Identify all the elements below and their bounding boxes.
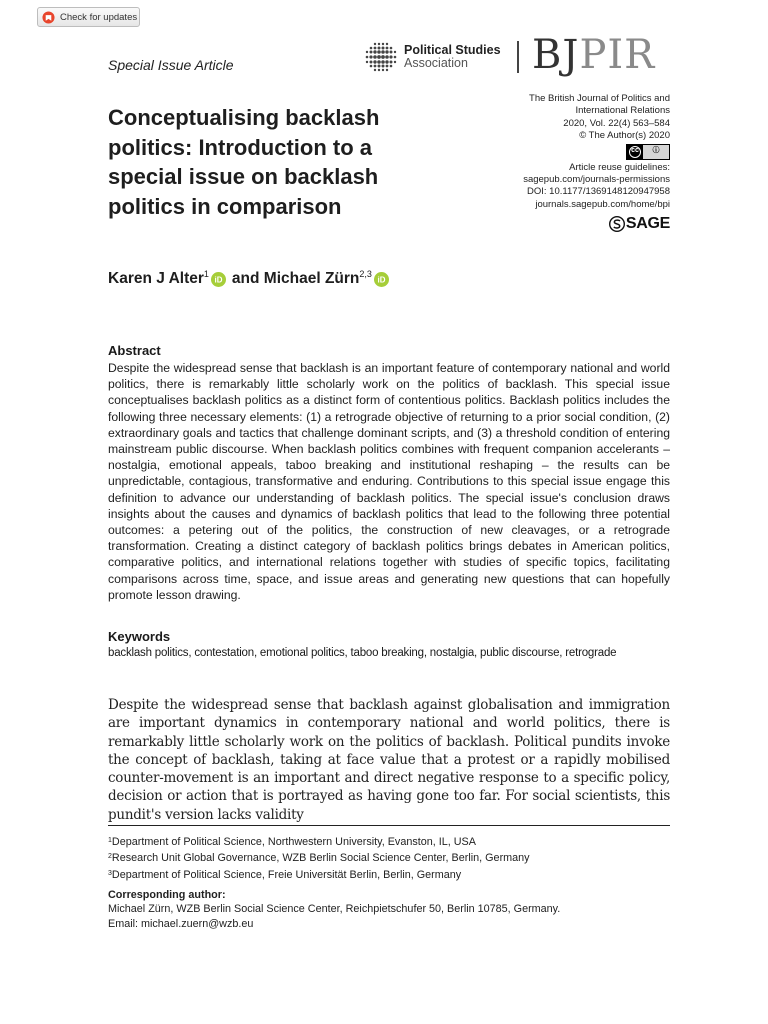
svg-text:iD: iD — [377, 275, 386, 284]
doi[interactable]: DOI: 10.1177/1369148120947958 — [527, 186, 670, 198]
footnote-rule — [108, 825, 670, 826]
journal-name-line2: International Relations — [575, 105, 670, 117]
keywords-heading: Keywords — [108, 629, 171, 644]
author-list — [108, 270, 395, 288]
check-for-updates-badge[interactable] — [37, 7, 140, 27]
author-2-name[interactable]: Michael Zürn — [263, 270, 360, 287]
psa-dots-icon — [364, 41, 398, 73]
sage-logo — [609, 215, 670, 233]
author-conjunction: and — [231, 270, 260, 287]
corresponding-author — [108, 888, 560, 931]
affiliation-2: $^2$Research Unit Global Governance, WZB Berlin Social Science Center, Berlin, Germany — [108, 852, 530, 865]
sage-s-icon — [609, 216, 625, 232]
journal-logo-pir: PIR — [579, 32, 656, 78]
affiliations — [108, 835, 530, 884]
journal-name-line1: The British Journal of Politics and — [529, 93, 670, 104]
cc-license-icon[interactable]: cc ⓘ — [626, 144, 670, 160]
abstract-text: Despite the widespread sense that backlash is an important feature of contemporary national and world politics, there is remarkably little scholarly work on the politics of backlash. This special issue conceptualises backlash politics as a distinct form of contentious politics. Backlash politics includes the following three necessary elements: (1) a retrograde objective of returning to a prior social condition, (2) extraordinary goals and tactics that challenge dominant scripts, and (3) a threshold condition of entering mainstream public discourse. When backlash politics combines with frequent companion accelerants – nostalgia, emotional appeals, taboo breaking and institutional reshaping – the results can be unpredictable, contagious, transformative and enduring. Contributions to this special issue engage this definition to advance our understanding of backlash politics. The special issue's conclusion draws insights about the causes and dynamics of backlash politics that lead to the following three potential outcomes: a petering out of the politics, the construction of new cleavages, or a retrograde transformation. Creating a distinct category of backlash politics brings debates in American politics, comparative politics, and international relations together with studies of specific topics, facilitating comparisons across time, space, and issue areas and generating new questions that can hopefully promote lesson drawing. — [108, 361, 670, 602]
journal-info — [450, 93, 670, 211]
journal-volume: 2020, Vol. 22(4) 563–584 — [563, 117, 670, 129]
author-2-affil: 2,3 — [359, 269, 372, 279]
author-1-affil: 1 — [203, 269, 209, 279]
affiliation-3: $^3$Department of Political Science, Freie Universität Berlin, Berlin, Germany — [108, 868, 462, 881]
header-divider — [517, 41, 519, 73]
orcid-icon[interactable] — [211, 272, 226, 287]
check-for-updates-label: Check for updates — [60, 11, 138, 23]
article-type: Special Issue Article — [108, 57, 234, 73]
journal-home-link[interactable]: journals.sagepub.com/home/bpi — [535, 198, 670, 210]
svg-text:iD: iD — [214, 275, 223, 284]
psa-logo — [364, 41, 501, 73]
journal-logo — [532, 31, 655, 79]
orcid-icon[interactable] — [374, 272, 389, 287]
author-1-name[interactable]: Karen J Alter — [108, 270, 204, 287]
corresponding-label: Corresponding author: — [108, 889, 226, 901]
affiliation-1: $^1$Department of Political Science, Northwestern University, Evanston, IL, USA — [108, 836, 476, 848]
corresponding-email[interactable]: Email: michael.zuern@wzb.eu — [108, 917, 254, 930]
keywords-text: backlash politics, contestation, emotional politics, taboo breaking, nostalgia, public discourse, retrograde — [108, 647, 617, 659]
body-paragraph: Despite the widespread sense that backlash against globalisation and immigration are important dynamics in contemporary national and world politics, there is remarkably little scholarly work on the politics of backlash. Political pundits invoke the concept of backlash, taking at face value that a protest or a rapidly mobilised counter-movement is an important and direct negative response to a specific policy, decision or action that is portrayed as having gone too far. For social scientists, this pundit's version lacks validity — [108, 697, 670, 823]
psa-name-line2: Association — [404, 56, 468, 70]
article-title: Conceptualising backlash politics: Introduction to a special issue on backlash politics in comparison — [108, 105, 380, 219]
reuse-label: Article reuse guidelines: — [569, 161, 670, 173]
corresponding-address: Michael Zürn, WZB Berlin Social Science Center, Reichpietschufer 50, Berlin 10785, Germany. — [108, 903, 561, 916]
psa-name-line1: Political Studies — [404, 43, 501, 57]
journal-logo-bj: BJ — [532, 32, 580, 78]
reuse-link[interactable]: sagepub.com/journals-permissions — [523, 174, 670, 186]
abstract-heading: Abstract — [108, 343, 161, 358]
sage-name: SAGE — [625, 215, 670, 232]
copyright: © The Author(s) 2020 — [579, 130, 670, 142]
update-icon — [42, 11, 55, 24]
